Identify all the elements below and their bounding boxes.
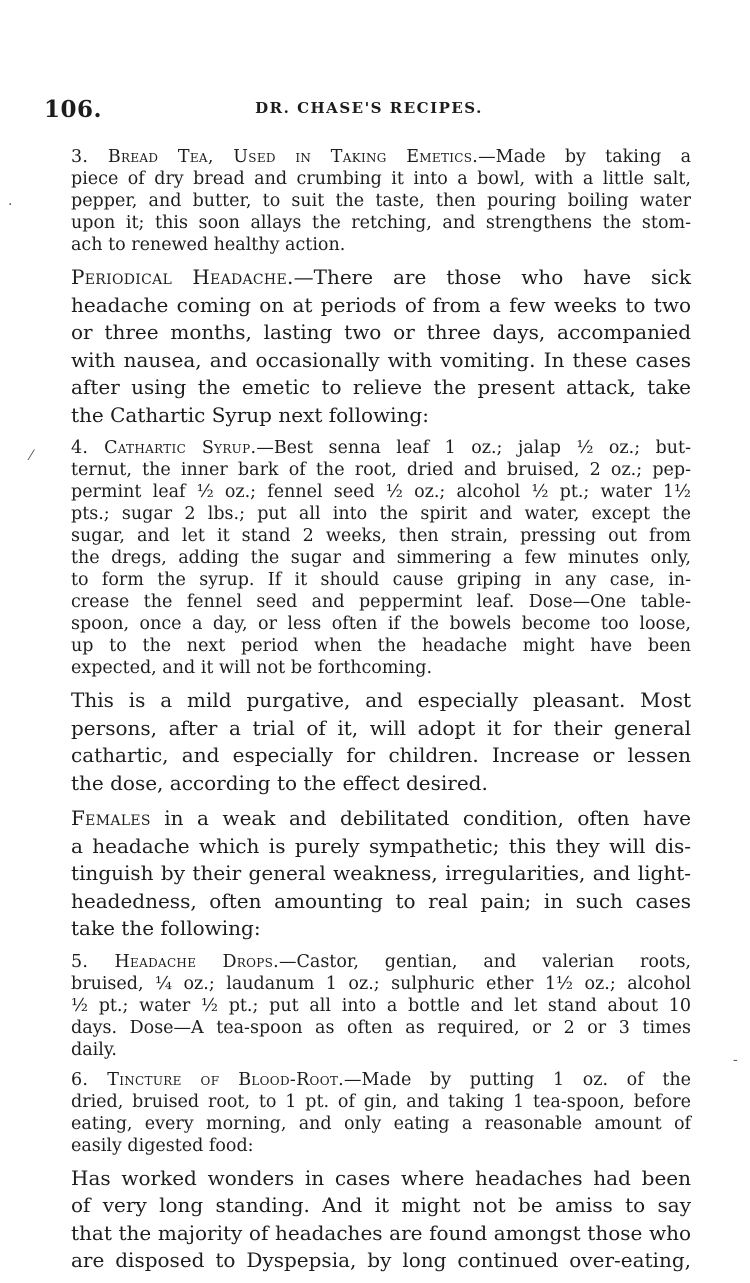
recipe-heading: 6. Tincture of Blood-Root. bbox=[71, 1069, 344, 1090]
margin-mark: ⁄ bbox=[30, 448, 33, 464]
margin-dash: - bbox=[733, 1052, 738, 1068]
text-line: upon it; this soon allays the retching, and strengthens the stom- bbox=[71, 213, 691, 233]
text-line: are disposed to Dyspepsia, by long continued over-eating, bbox=[71, 1248, 691, 1272]
text-line: sugar, and let it stand 2 weeks, then strain, pressing out from bbox=[71, 526, 691, 546]
text-line: the Cathartic Syrup next following: bbox=[71, 402, 429, 427]
paragraph-worked-wonders bbox=[55, 1165, 691, 1275]
text-line: after using the emetic to relieve the present attack, take bbox=[71, 375, 691, 399]
paragraph-headache-drops: 5. Headache Drops.—Castor, gentian, and valerian roots, bruised, ¼ oz.; laudanum 1 oz.; sulphuric ether 1½ oz.; alcohol ½ pt.; water ½ pt.; put all into a bottle and let stand about 10 days. Dose—A tea-spoon as often as required, or 2 or 3 times daily. bbox=[55, 951, 691, 1061]
text-line: dried, bruised root, to 1 pt. of gin, and taking 1 tea-spoon, before bbox=[71, 1091, 691, 1112]
text-line: spoon, once a day, or less often if the bowels become too loose, bbox=[71, 614, 691, 634]
text-line: a headache which is purely sympathetic; this they will dis- bbox=[71, 833, 691, 858]
text-line: ach to renewed healthy action. bbox=[71, 235, 346, 255]
text-line: Has worked wonders in cases where headaches had been bbox=[71, 1165, 691, 1190]
page-number: 106. bbox=[44, 96, 103, 123]
text-line: pepper, and butter, to suit the taste, then pouring boiling water bbox=[71, 191, 691, 211]
text-line: eating, every morning, and only eating a reasonable amount of bbox=[71, 1113, 691, 1134]
text-line: cathartic, and especially for children. Increase or lessen bbox=[71, 743, 691, 767]
paragraph-cathartic-syrup: 4. Cathartic Syrup.—Best senna leaf 1 oz.; jalap ½ oz.; but- ternut, the inner bark of the root, dried and bruised, 2 oz.; pep- permint leaf ½ oz.; fennel seed ½ oz.; alcohol ½ pt.; water 1½ pts.; sugar 2 lbs.; put all into the spirit and water, except the sugar, and let it stand 2 weeks, then strain, pressing out from the dregs, adding the sugar and simmering a few minutes only, to form the syrup. If it should cause griping in any case, in- crease the fennel seed and peppermint leaf. Dose—One table- spoon, once a day, or less often if the bowels become too loose, up to the next period when the headache might have been expected, and it will not be forthcoming. bbox=[55, 437, 691, 679]
text-line: take the following: bbox=[71, 916, 261, 940]
text-line: tinguish by their general weakness, irregularities, and light- bbox=[71, 861, 691, 885]
text-line: piece of dry bread and crumbing it into a bowl, with a little salt, bbox=[71, 169, 691, 189]
paragraph-bread-tea: 3. Bread Tea, Used in Taking Emetics.—Made by taking a piece of dry bread and crumbing it into a bowl, with a little salt, pepper, and butter, to suit the taste, then pouring boiling water upon it; this soon allays the retching, and strengthens the stom- ach to renewed healthy action. bbox=[55, 146, 691, 256]
text-line: ½ pt.; water ½ pt.; put all into a bottle and let stand about 10 bbox=[71, 995, 691, 1016]
recipe-heading: 3. Bread Tea, Used in Taking Emetics. bbox=[71, 147, 479, 167]
text-line: or three months, lasting two or three days, accompanied bbox=[71, 320, 691, 344]
text-line: easily digested food: bbox=[71, 1135, 254, 1156]
text-line: the dose, according to the effect desired. bbox=[71, 770, 488, 795]
text-line: days. Dose—A tea-spoon as often as required, or 2 or 3 times bbox=[71, 1017, 691, 1038]
paragraph-females: Females in a weak and debilitated condition, often have a headache which is purely sympathetic; this they will dis- tinguish by their general weakness, irregularities, and light- headedness, often amounting to real pain; in such cases take the following: bbox=[55, 805, 691, 943]
page-body bbox=[55, 146, 691, 1283]
text-line: persons, after a trial of it, will adopt it for their general bbox=[71, 715, 691, 740]
text-line: bruised, ¼ oz.; laudanum 1 oz.; sulphuric ether 1½ oz.; alcohol bbox=[71, 973, 691, 994]
section-heading: Periodical Headache. bbox=[71, 265, 294, 289]
text-line: ternut, the inner bark of the root, dried and bruised, 2 oz.; pep- bbox=[71, 460, 691, 480]
text-line: crease the fennel seed and peppermint leaf. Dose—One table- bbox=[71, 592, 691, 612]
text-line: up to the next period when the headache might have been bbox=[71, 636, 691, 656]
paragraph-tincture-blood-root: 6. Tincture of Blood-Root.—Made by putting 1 oz. of the dried, bruised root, to 1 pt. of gin, and taking 1 tea-spoon, before eating, every morning, and only eating a reasonable amount of easily digested food: bbox=[55, 1069, 691, 1157]
text-line: pts.; sugar 2 lbs.; put all into the spirit and water, except the bbox=[71, 504, 691, 524]
recipe-heading: 4. Cathartic Syrup. bbox=[71, 438, 257, 458]
recipe-heading: 5. Headache Drops. bbox=[71, 951, 279, 972]
text-line: the dregs, adding the sugar and simmering a few minutes only, bbox=[71, 548, 691, 568]
margin-dot: · bbox=[8, 197, 13, 213]
text-line: This is a mild purgative, and especially pleasant. Most bbox=[71, 688, 691, 712]
text-line: daily. bbox=[71, 1039, 117, 1060]
text-line: headache coming on at periods of from a few weeks to two bbox=[71, 292, 691, 317]
text-line: permint leaf ½ oz.; fennel seed ½ oz.; alcohol ½ pt.; water 1½ bbox=[71, 482, 691, 502]
text-line: expected, and it will not be forthcoming. bbox=[71, 658, 433, 678]
paragraph-mild-purgative bbox=[55, 687, 691, 797]
text-line: of very long standing. And it might not be amiss to say bbox=[71, 1193, 691, 1217]
section-heading: Females bbox=[71, 806, 151, 830]
text-line: that the majority of headaches are found amongst those who bbox=[71, 1220, 691, 1245]
page-header bbox=[44, 96, 694, 130]
text-line: headedness, often amounting to real pain; in such cases bbox=[71, 888, 691, 913]
paragraph-periodical-headache: Periodical Headache.—There are those who have sick headache coming on at periods of from a few weeks to two or three months, lasting two or three days, accompanied with nausea, and occasionally with vomiting. In these cases after using the emetic to relieve the present attack, take the Cathartic Syrup next following: bbox=[55, 264, 691, 429]
text-line: with nausea, and occasionally with vomiting. In these cases bbox=[71, 347, 691, 372]
running-title: DR. CHASE'S RECIPES. bbox=[255, 99, 483, 117]
text-line: to form the syrup. If it should cause griping in any case, in- bbox=[71, 570, 691, 590]
